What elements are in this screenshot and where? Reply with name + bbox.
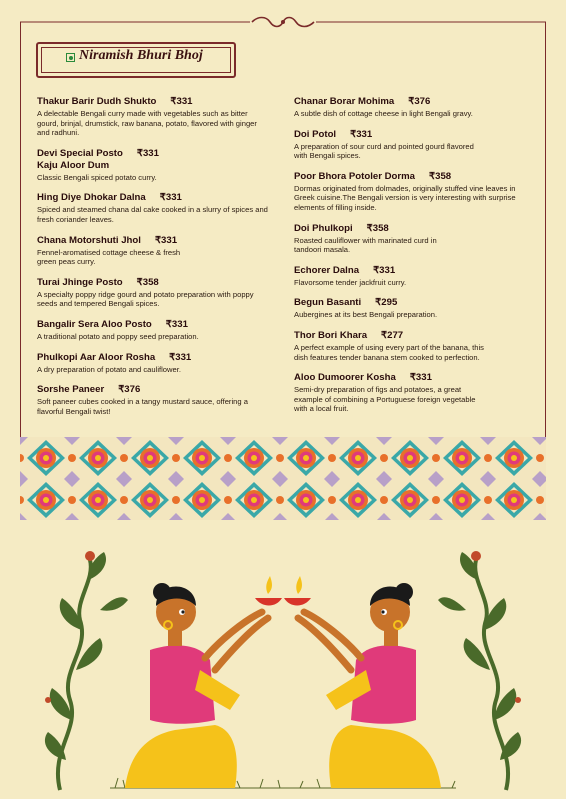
right-woman-figure [298, 583, 441, 788]
menu-item [37, 235, 269, 267]
menu-item [37, 319, 269, 342]
menu-item [294, 372, 526, 414]
item-price: ₹331 [170, 96, 193, 107]
menu-item [37, 352, 269, 375]
item-description: Roasted cauliflower with marinated curd in tandoori masala. [294, 235, 437, 255]
veg-symbol-icon [66, 53, 75, 62]
item-name: Aloo Dumoorer Kosha [294, 372, 396, 384]
menu-item [294, 330, 526, 362]
item-description: A specialty poppy ridge gourd and potato preparation with poppy seeds and tempered Bengali spices. [37, 289, 254, 309]
menu-item [294, 297, 526, 320]
item-price: ₹358 [366, 222, 389, 234]
item-description: Soft paneer cubes cooked in a tangy mustard sauce, offering a flavorful Bengali twist! [37, 397, 248, 416]
item-name: Chana Motorshuti Jhol [37, 234, 141, 246]
item-description: Flavorsome tender jackfruit curry. [294, 277, 407, 287]
right-border-line [545, 22, 546, 437]
item-description: Fennel-aromatised cottage cheese & fresh green peas curry. [37, 247, 181, 267]
diya-lamp-right-icon [284, 576, 311, 606]
item-name-line2: Kaju Aloor Dum [37, 159, 110, 171]
item-name: Echorer Dalna [294, 264, 360, 276]
menu-item [37, 277, 269, 309]
item-price: ₹376 [118, 384, 141, 396]
menu-item [294, 223, 526, 255]
item-description: Spiced and steamed chana dal cake cooked in a slurry of spices and fresh coriander leaves. [37, 205, 268, 224]
item-description: Classic Bengali spiced potato curry. [37, 172, 157, 182]
item-name: Hing Diye Dhokar Dalna [37, 192, 146, 204]
diya-lamp-left-icon [255, 576, 282, 606]
section-title: Niramish Bhuri Bhoj [79, 48, 203, 63]
item-name: Doi Potol [294, 128, 337, 140]
menu-item [294, 265, 526, 288]
item-name: Doi Phulkopi [294, 222, 353, 234]
menu-item [37, 96, 269, 138]
item-description: A dry preparation of potato and cauliflower. [37, 364, 181, 374]
item-price: ₹295 [375, 297, 398, 309]
menu-column-left [37, 96, 269, 426]
left-border-line [20, 22, 21, 437]
item-description: Dormas originated from dolmades, originally stuffed vine leaves in Greek cuisine.The Bengali version is very interesting with surprise elements of filling inside. [294, 183, 516, 212]
left-plant-icon [45, 551, 128, 790]
item-price: ₹331 [165, 318, 188, 330]
right-plant-icon [438, 551, 521, 790]
item-description: Aubergines at its best Bengali preparation. [294, 310, 438, 320]
item-name: Phulkopi Aar Aloor Rosha [37, 351, 156, 363]
left-woman-figure [125, 583, 268, 788]
item-name: Devi Special Posto [37, 147, 123, 159]
item-price: ₹331 [169, 351, 192, 363]
item-name: Chanar Borar Mohima [294, 96, 395, 107]
item-price: ₹331 [159, 192, 182, 204]
menu-column-right [294, 96, 526, 424]
item-name: Poor Bhora Potoler Dorma [294, 170, 416, 182]
menu-item [294, 96, 526, 119]
item-price: ₹331 [154, 234, 178, 246]
item-name: Turai Jhinge Posto [37, 276, 123, 288]
item-price: ₹277 [381, 329, 404, 341]
item-name: Thakur Barir Dudh Shukto [37, 96, 157, 107]
item-price: ₹358 [429, 170, 452, 182]
menu-item [37, 148, 269, 183]
item-name: Bangalir Sera Aloo Posto [37, 318, 152, 330]
item-price: ₹358 [136, 276, 159, 288]
item-description: A traditional potato and poppy seed preparation. [37, 331, 199, 341]
item-description: A preparation of sour curd and pointed gourd flavored with Bengali spices. [294, 141, 474, 161]
menu-item [37, 384, 269, 416]
item-price: ₹376 [408, 96, 431, 107]
item-price: ₹331 [350, 128, 373, 140]
item-description: Semi-dry preparation of figs and potatoes, a great example of combining a Portuguese foreign vegetable with a local fruit. [294, 385, 476, 414]
menu-item [294, 171, 526, 213]
menu-item [37, 192, 269, 224]
item-name: Begun Basanti [294, 297, 362, 309]
item-name: Thor Bori Khara [294, 329, 368, 341]
item-name: Sorshe Paneer [37, 384, 105, 396]
folk-art-illustration [0, 520, 566, 799]
item-price: ₹331 [373, 264, 396, 276]
item-price: ₹331 [136, 147, 159, 159]
item-description: A subtle dish of cottage cheese in light Bengali gravy. [294, 109, 473, 118]
top-scroll-ornament-icon [0, 14, 566, 30]
tile-pattern-band [20, 437, 546, 520]
item-price: ₹331 [409, 372, 432, 384]
menu-item [294, 129, 526, 161]
item-description: A delectable Bengali curry made with vegetables such as bitter gourd, brinjal, drumstick, raw banana, potato, flavored with ginger and radhuni. [37, 109, 257, 138]
item-description: A perfect example of using every part of the banana, this dish features tender banana stem cooked to perfection. [294, 342, 484, 362]
